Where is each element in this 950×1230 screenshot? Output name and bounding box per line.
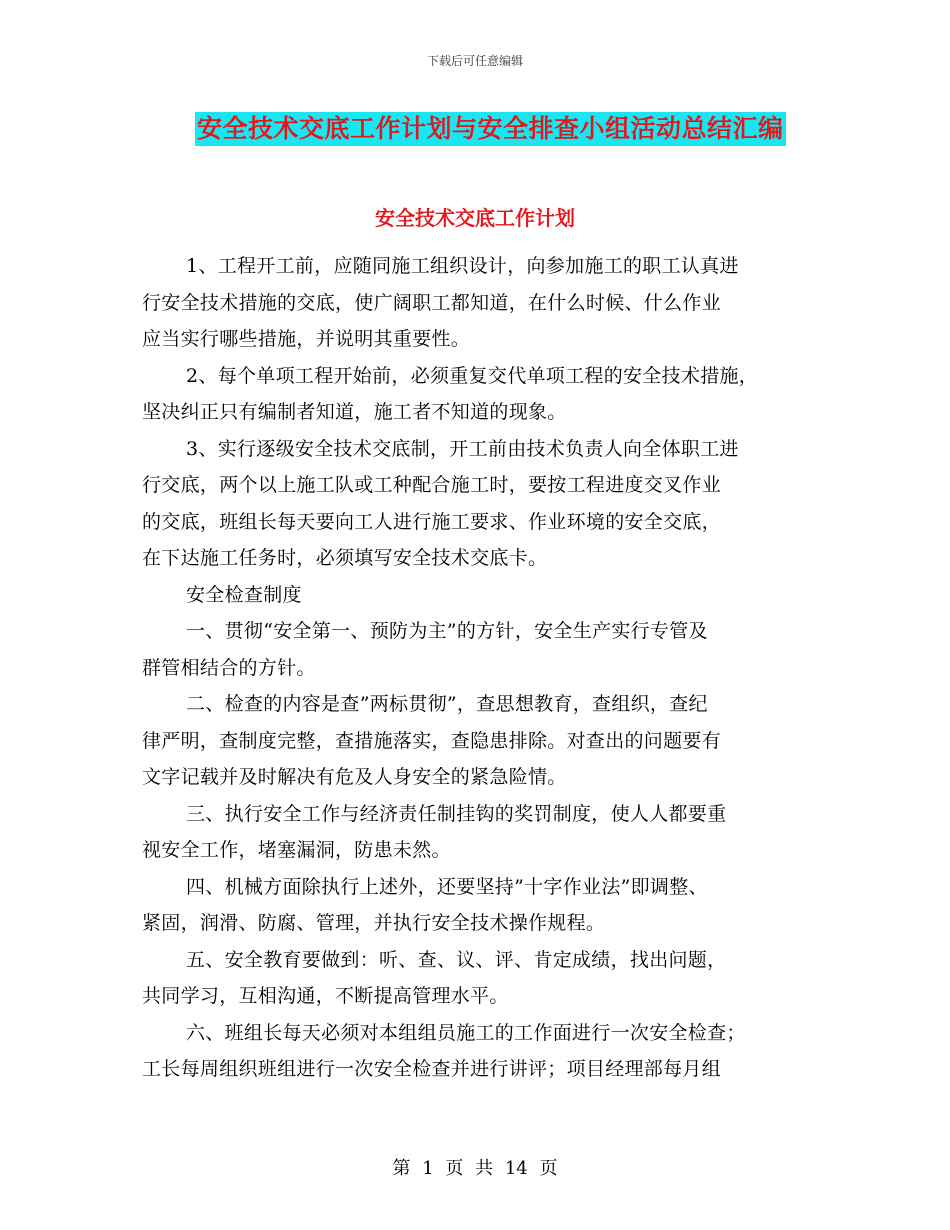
text-line: 行安全技术措施的交底，使广阔职工都知道，在什么时候、什么作业	[142, 291, 722, 314]
text-line: 律严明，查制度完整，查措施落实，查隐患排除。对查出的问题要有	[142, 729, 722, 752]
text-line: 应当实行哪些措施，并说明其重要性。	[142, 328, 471, 350]
header-note: 下载后可任意编辑	[426, 54, 523, 68]
text-line: 群管相结合的方针。	[142, 656, 316, 679]
text-line: 1、工程开工前，应随同施工组织设计，向参加施工的职工认真进	[186, 255, 739, 277]
page-footer: 第 1 页 共 14 页	[392, 1158, 558, 1179]
text-line: 三、执行安全工作与经济责任制挂钩的奖罚制度，使人人都要重	[186, 802, 727, 825]
text-line: 的交底，班组长每天要向工人进行施工要求、作业环境的安全交底，	[142, 510, 722, 533]
text-line: 安全检查制度	[186, 583, 302, 606]
text-line: 二、检查的内容是查”两标贯彻”，查思想教育，查组织，查纪	[186, 693, 708, 715]
text-line: 五、安全教育要做到：听、查、议、评、肯定成绩，找出问题，	[186, 948, 727, 971]
text-line: 紧固，润滑、防腐、管理，并执行安全技术操作规程。	[142, 912, 606, 934]
text-line: 六、班组长每天必须对本组组员施工的工作面进行一次安全检查；	[186, 1021, 746, 1044]
text-line: 工长每周组织班组进行一次安全检查并进行讲评；项目经理部每月组	[142, 1058, 722, 1080]
text-line: 视安全工作，堵塞漏洞，防患未然。	[142, 839, 451, 861]
text-line: 3、实行逐级安全技术交底制，开工前由技术负责人向全体职工进	[186, 437, 739, 460]
text-line: 2、每个单项工程开始前，必须重复交代单项工程的安全技术措施，	[186, 364, 759, 387]
section-title: 安全技术交底工作计划	[375, 206, 575, 230]
text-line: 文字记载并及时解决有危及人身安全的紧急险情。	[142, 766, 567, 788]
text-line: 行交底，两个以上施工队或工种配合施工时，要按工程进度交叉作业	[142, 474, 722, 496]
text-line: 坚决纠正只有编制者知道，施工者不知道的现象。	[142, 401, 567, 423]
text-line: 共同学习，互相沟通，不断提高管理水平。	[142, 985, 509, 1007]
text-line: 一、贯彻“安全第一、预防为主”的方针，安全生产实行专管及	[186, 620, 708, 642]
text-line: 四、机械方面除执行上述外，还要坚持”十字作业法”即调整、	[186, 875, 708, 898]
body-text	[142, 248, 822, 1088]
text-line: 在下达施工任务时，必须填写安全技术交底卡。	[142, 547, 548, 569]
document-title: 安全技术交底工作计划与安全排查小组活动总结汇编	[195, 112, 786, 146]
